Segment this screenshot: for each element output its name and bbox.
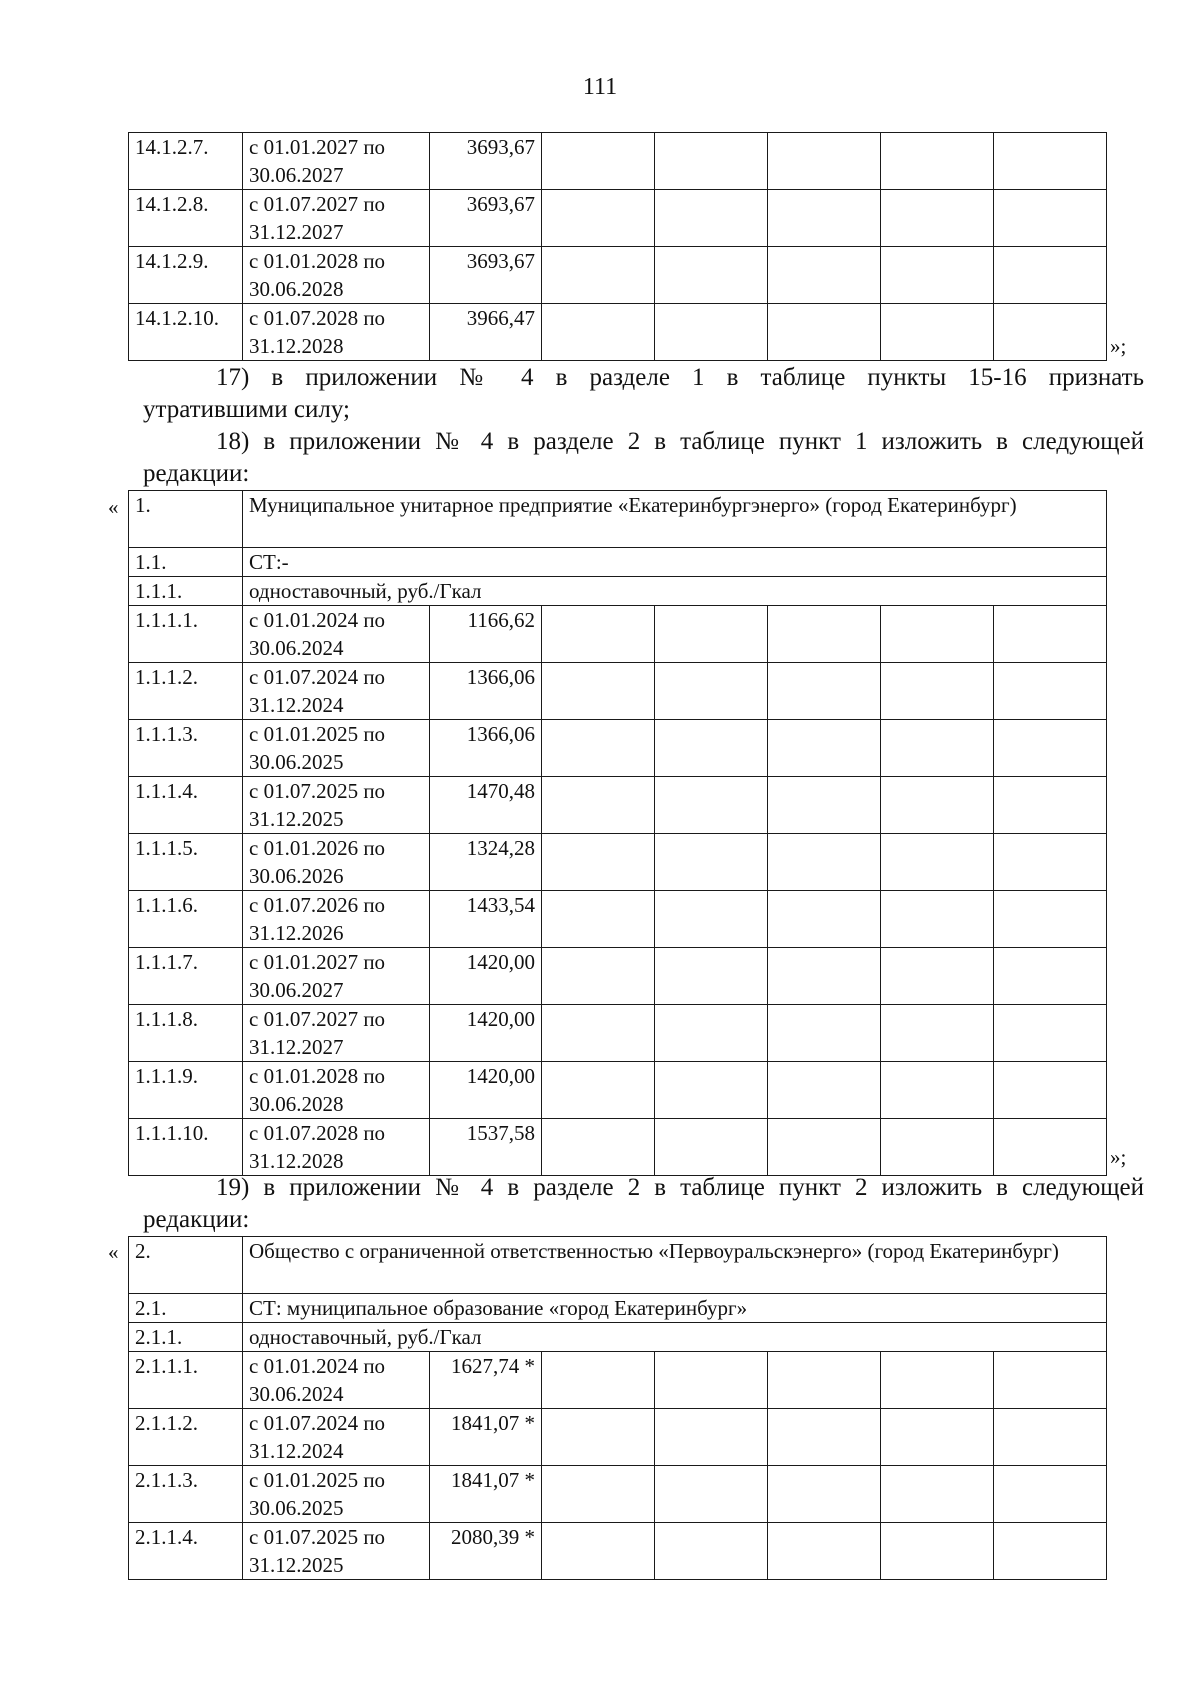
- period-to: 30.06.2027: [249, 163, 344, 187]
- empty-cell: [881, 777, 994, 834]
- tariff-table-ekaterinburgenergo: [128, 490, 1107, 1176]
- period-to: 31.12.2027: [249, 220, 344, 244]
- empty-cell: [768, 133, 881, 190]
- period-from: с 01.07.2025 по: [249, 779, 386, 803]
- period-cell: [243, 606, 430, 663]
- empty-cell: [542, 1409, 655, 1466]
- period-to: 30.06.2028: [249, 277, 344, 301]
- tariff-value: 1366,06: [430, 720, 542, 777]
- row-number: 1.1.1.8.: [129, 1005, 243, 1062]
- empty-cell: [542, 606, 655, 663]
- tariff-row: [129, 1119, 1107, 1176]
- rate-type-text: одноставочный, руб./Гкал: [243, 577, 1107, 606]
- paragraph-item-19: [143, 1172, 1144, 1236]
- tariff-value: 3966,47: [430, 304, 542, 361]
- row-number: 1.1.1.3.: [129, 720, 243, 777]
- empty-cell: [542, 948, 655, 1005]
- period-to: 30.06.2025: [249, 1496, 344, 1520]
- period-to: 30.06.2027: [249, 978, 344, 1002]
- rate-type-row: [129, 577, 1107, 606]
- row-number: 1.: [129, 491, 243, 548]
- empty-cell: [542, 1466, 655, 1523]
- empty-cell: [994, 663, 1107, 720]
- row-number: 1.1.1.4.: [129, 777, 243, 834]
- paragraph-line: редакции:: [143, 1206, 250, 1233]
- period-cell: [243, 1352, 430, 1409]
- empty-cell: [768, 606, 881, 663]
- empty-cell: [994, 948, 1107, 1005]
- tariff-value: 1166,62: [430, 606, 542, 663]
- period-cell: [243, 777, 430, 834]
- empty-cell: [655, 247, 768, 304]
- empty-cell: [881, 1062, 994, 1119]
- paragraph-line: 18) в приложении № 4 в разделе 2 в таблице пункт 1 изложить в следующей: [216, 428, 1144, 455]
- empty-cell: [542, 304, 655, 361]
- empty-cell: [655, 1005, 768, 1062]
- empty-cell: [881, 891, 994, 948]
- empty-cell: [768, 1352, 881, 1409]
- closing-quote: »;: [1110, 1145, 1127, 1169]
- tariff-value: 3693,67: [430, 133, 542, 190]
- empty-cell: [994, 304, 1107, 361]
- empty-cell: [881, 1523, 994, 1580]
- empty-cell: [881, 1005, 994, 1062]
- empty-cell: [768, 1062, 881, 1119]
- empty-cell: [542, 663, 655, 720]
- period-from: с 01.01.2024 по: [249, 1354, 386, 1378]
- tariff-row: [129, 777, 1107, 834]
- empty-cell: [994, 1005, 1107, 1062]
- empty-cell: [881, 133, 994, 190]
- row-number: 2.: [129, 1237, 243, 1294]
- tariff-row: [129, 1523, 1107, 1580]
- empty-cell: [994, 606, 1107, 663]
- period-from: с 01.07.2024 по: [249, 1411, 386, 1435]
- period-from: с 01.01.2028 по: [249, 249, 386, 273]
- empty-cell: [655, 948, 768, 1005]
- empty-cell: [542, 190, 655, 247]
- empty-cell: [768, 247, 881, 304]
- period-cell: [243, 1523, 430, 1580]
- tariff-row: [129, 720, 1107, 777]
- period-cell: [243, 1466, 430, 1523]
- empty-cell: [994, 247, 1107, 304]
- period-cell: [243, 1409, 430, 1466]
- empty-cell: [542, 247, 655, 304]
- opening-quote: «: [108, 495, 119, 519]
- tariff-value: 1420,00: [430, 1062, 542, 1119]
- row-number: 1.1.1.: [129, 577, 243, 606]
- empty-cell: [655, 663, 768, 720]
- period-cell: [243, 247, 430, 304]
- period-from: с 01.07.2024 по: [249, 665, 386, 689]
- row-number: 14.1.2.8.: [129, 190, 243, 247]
- empty-cell: [881, 247, 994, 304]
- row-number: 14.1.2.10.: [129, 304, 243, 361]
- paragraph-line: редакции:: [143, 460, 250, 487]
- empty-cell: [655, 834, 768, 891]
- tariff-row: [129, 190, 1107, 247]
- tariff-value: 1420,00: [430, 948, 542, 1005]
- empty-cell: [881, 1409, 994, 1466]
- empty-cell: [994, 133, 1107, 190]
- empty-cell: [655, 1409, 768, 1466]
- row-number: 1.1.: [129, 548, 243, 577]
- period-from: с 01.07.2028 по: [249, 306, 386, 330]
- empty-cell: [994, 777, 1107, 834]
- empty-cell: [542, 834, 655, 891]
- empty-cell: [655, 891, 768, 948]
- period-to: 31.12.2025: [249, 807, 344, 831]
- empty-cell: [542, 777, 655, 834]
- empty-cell: [768, 834, 881, 891]
- empty-cell: [768, 720, 881, 777]
- empty-cell: [542, 720, 655, 777]
- empty-cell: [994, 834, 1107, 891]
- period-cell: [243, 720, 430, 777]
- paragraph-item-17: [143, 362, 1144, 426]
- page-number: 111: [582, 74, 618, 100]
- empty-cell: [881, 1466, 994, 1523]
- row-number: 2.1.: [129, 1294, 243, 1323]
- period-to: 30.06.2024: [249, 636, 344, 660]
- tariff-value: 1841,07 *: [430, 1466, 542, 1523]
- period-to: 30.06.2024: [249, 1382, 344, 1406]
- empty-cell: [881, 720, 994, 777]
- period-to: 31.12.2024: [249, 1439, 344, 1463]
- period-cell: [243, 1005, 430, 1062]
- period-to: 31.12.2025: [249, 1553, 344, 1577]
- period-from: с 01.01.2027 по: [249, 950, 386, 974]
- row-number: 1.1.1.6.: [129, 891, 243, 948]
- period-cell: [243, 190, 430, 247]
- period-from: с 01.01.2024 по: [249, 608, 386, 632]
- period-from: с 01.01.2028 по: [249, 1064, 386, 1088]
- tariff-value: 1841,07 *: [430, 1409, 542, 1466]
- tariff-row: [129, 891, 1107, 948]
- system-text: СТ: муниципальное образование «город Екатеринбург»: [243, 1294, 1107, 1323]
- empty-cell: [542, 1005, 655, 1062]
- row-number: 2.1.1.3.: [129, 1466, 243, 1523]
- tariff-table-continuation: [128, 132, 1107, 361]
- empty-cell: [655, 133, 768, 190]
- empty-cell: [542, 1523, 655, 1580]
- empty-cell: [768, 663, 881, 720]
- empty-cell: [655, 1119, 768, 1176]
- tariff-value: 2080,39 *: [430, 1523, 542, 1580]
- empty-cell: [994, 1119, 1107, 1176]
- period-cell: [243, 1119, 430, 1176]
- paragraph-item-18: [143, 426, 1144, 490]
- organization-row: [129, 491, 1107, 548]
- empty-cell: [655, 720, 768, 777]
- period-from: с 01.01.2025 по: [249, 1468, 386, 1492]
- tariff-value: 1470,48: [430, 777, 542, 834]
- period-to: 30.06.2028: [249, 1092, 344, 1116]
- period-from: с 01.07.2027 по: [249, 192, 386, 216]
- system-text: СТ:-: [243, 548, 1107, 577]
- empty-cell: [655, 190, 768, 247]
- system-row: [129, 1294, 1107, 1323]
- period-to: 31.12.2026: [249, 921, 344, 945]
- tariff-value: 1537,58: [430, 1119, 542, 1176]
- row-number: 1.1.1.2.: [129, 663, 243, 720]
- tariff-row: [129, 1062, 1107, 1119]
- tariff-row: [129, 1466, 1107, 1523]
- tariff-row: [129, 663, 1107, 720]
- empty-cell: [768, 304, 881, 361]
- empty-cell: [768, 1466, 881, 1523]
- empty-cell: [994, 1062, 1107, 1119]
- period-to: 31.12.2027: [249, 1035, 344, 1059]
- period-cell: [243, 663, 430, 720]
- empty-cell: [881, 190, 994, 247]
- tariff-row: [129, 1409, 1107, 1466]
- organization-name: Общество с ограниченной ответственностью «Первоуральскэнерго» (город Екатеринбург): [243, 1237, 1107, 1294]
- empty-cell: [655, 1352, 768, 1409]
- period-to: 31.12.2024: [249, 693, 344, 717]
- row-number: 1.1.1.10.: [129, 1119, 243, 1176]
- tariff-value: 1366,06: [430, 663, 542, 720]
- empty-cell: [542, 1062, 655, 1119]
- empty-cell: [542, 133, 655, 190]
- period-from: с 01.07.2027 по: [249, 1007, 386, 1031]
- empty-cell: [994, 1352, 1107, 1409]
- empty-cell: [655, 1062, 768, 1119]
- empty-cell: [881, 1352, 994, 1409]
- closing-quote: »;: [1110, 334, 1127, 358]
- period-from: с 01.07.2028 по: [249, 1121, 386, 1145]
- tariff-row: [129, 304, 1107, 361]
- period-from: с 01.07.2026 по: [249, 893, 386, 917]
- period-to: 31.12.2028: [249, 334, 344, 358]
- empty-cell: [542, 891, 655, 948]
- empty-cell: [768, 1523, 881, 1580]
- opening-quote: «: [108, 1240, 119, 1264]
- empty-cell: [655, 1523, 768, 1580]
- period-from: с 01.01.2026 по: [249, 836, 386, 860]
- empty-cell: [542, 1119, 655, 1176]
- tariff-row: [129, 247, 1107, 304]
- empty-cell: [655, 777, 768, 834]
- organization-name: Муниципальное унитарное предприятие «Екатеринбургэнерго» (город Екатеринбург): [243, 491, 1107, 548]
- paragraph-line: 17) в приложении № 4 в разделе 1 в таблице пункты 15-16 признать: [216, 364, 1144, 391]
- period-cell: [243, 948, 430, 1005]
- paragraph-line: утратившими силу;: [143, 396, 350, 423]
- tariff-value: 1324,28: [430, 834, 542, 891]
- empty-cell: [994, 1523, 1107, 1580]
- empty-cell: [994, 190, 1107, 247]
- empty-cell: [881, 663, 994, 720]
- empty-cell: [768, 190, 881, 247]
- tariff-row: [129, 606, 1107, 663]
- period-cell: [243, 834, 430, 891]
- empty-cell: [542, 1352, 655, 1409]
- period-to: 30.06.2025: [249, 750, 344, 774]
- tariff-row: [129, 1352, 1107, 1409]
- tariff-value: 3693,67: [430, 247, 542, 304]
- period-cell: [243, 891, 430, 948]
- row-number: 2.1.1.2.: [129, 1409, 243, 1466]
- row-number: 2.1.1.: [129, 1323, 243, 1352]
- row-number: 2.1.1.4.: [129, 1523, 243, 1580]
- empty-cell: [994, 1466, 1107, 1523]
- empty-cell: [881, 304, 994, 361]
- tariff-value: 1433,54: [430, 891, 542, 948]
- empty-cell: [655, 606, 768, 663]
- period-from: с 01.01.2025 по: [249, 722, 386, 746]
- tariff-value: 1420,00: [430, 1005, 542, 1062]
- system-row: [129, 548, 1107, 577]
- row-number: 1.1.1.7.: [129, 948, 243, 1005]
- empty-cell: [994, 891, 1107, 948]
- period-cell: [243, 304, 430, 361]
- tariff-row: [129, 834, 1107, 891]
- empty-cell: [768, 1119, 881, 1176]
- tariff-table-pervouralskenergo: [128, 1236, 1107, 1580]
- row-number: 2.1.1.1.: [129, 1352, 243, 1409]
- paragraph-line: 19) в приложении № 4 в разделе 2 в таблице пункт 2 изложить в следующей: [216, 1174, 1144, 1201]
- row-number: 1.1.1.5.: [129, 834, 243, 891]
- row-number: 14.1.2.9.: [129, 247, 243, 304]
- period-to: 31.12.2028: [249, 1149, 344, 1173]
- empty-cell: [994, 1409, 1107, 1466]
- period-from: с 01.01.2027 по: [249, 135, 386, 159]
- empty-cell: [768, 1409, 881, 1466]
- period-to: 30.06.2026: [249, 864, 344, 888]
- empty-cell: [768, 891, 881, 948]
- empty-cell: [768, 948, 881, 1005]
- empty-cell: [881, 1119, 994, 1176]
- empty-cell: [881, 948, 994, 1005]
- organization-row: [129, 1237, 1107, 1294]
- empty-cell: [655, 304, 768, 361]
- empty-cell: [768, 777, 881, 834]
- rate-type-text: одноставочный, руб./Гкал: [243, 1323, 1107, 1352]
- rate-type-row: [129, 1323, 1107, 1352]
- empty-cell: [881, 834, 994, 891]
- period-cell: [243, 1062, 430, 1119]
- tariff-row: [129, 948, 1107, 1005]
- tariff-value: 3693,67: [430, 190, 542, 247]
- empty-cell: [768, 1005, 881, 1062]
- row-number: 1.1.1.9.: [129, 1062, 243, 1119]
- tariff-row: [129, 133, 1107, 190]
- tariff-row: [129, 1005, 1107, 1062]
- period-cell: [243, 133, 430, 190]
- period-from: с 01.07.2025 по: [249, 1525, 386, 1549]
- row-number: 1.1.1.1.: [129, 606, 243, 663]
- tariff-value: 1627,74 *: [430, 1352, 542, 1409]
- empty-cell: [655, 1466, 768, 1523]
- empty-cell: [994, 720, 1107, 777]
- row-number: 14.1.2.7.: [129, 133, 243, 190]
- empty-cell: [881, 606, 994, 663]
